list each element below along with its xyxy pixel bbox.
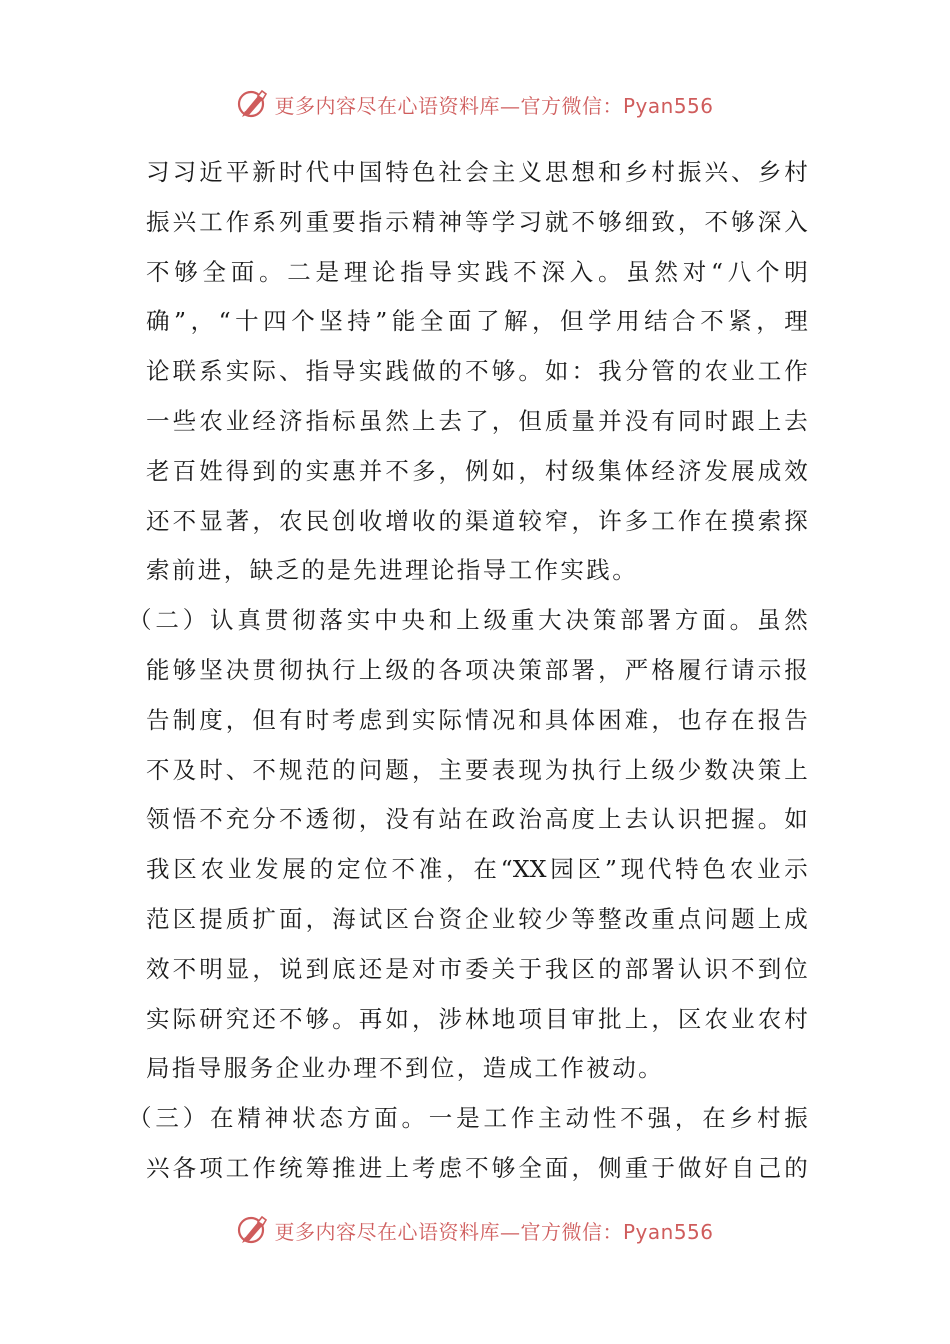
section-heading-line: （二）认真贯彻落实中央和上级重大决策部署方面。虽然 bbox=[128, 606, 808, 635]
pen-nib-logo-icon bbox=[236, 87, 270, 121]
section-heading-line: （三）在精神状态方面。一是工作主动性不强，在乡村振 bbox=[128, 1104, 808, 1133]
body-line: 我区农业发展的定位不准，在“XX园区”现代特色农业示 bbox=[146, 855, 808, 884]
footer-banner bbox=[0, 1210, 950, 1250]
header-banner-text bbox=[274, 90, 713, 119]
body-line: 索前进，缺乏的是先进理论指导工作实践。 bbox=[146, 556, 639, 585]
body-line: 确”，“十四个坚持”能全面了解，但学用结合不紧，理 bbox=[146, 307, 808, 336]
body-line: 一些农业经济指标虽然上去了，但质量并没有同时跟上去 bbox=[146, 406, 808, 435]
body-line: 领悟不充分不透彻，没有站在政治高度上去认识把握。如 bbox=[146, 805, 808, 834]
body-line: 老百姓得到的实惠并不多，例如，村级集体经济发展成效 bbox=[146, 456, 808, 485]
footer-banner-label: 更多内容尽在心语资料库—官方微信： bbox=[274, 1219, 623, 1244]
body-line: 不及时、不规范的问题，主要表现为执行上级少数决策上 bbox=[146, 755, 808, 784]
pen-nib-logo-icon bbox=[236, 1213, 270, 1247]
body-line: 振兴工作系列重要指示精神等学习就不够细致，不够深入 bbox=[146, 207, 808, 236]
body-line: 告制度，但有时考虑到实际情况和具体困难，也存在报告 bbox=[146, 705, 808, 734]
header-banner bbox=[0, 84, 950, 124]
body-line: 实际研究还不够。再如，涉林地项目审批上，区农业农村 bbox=[146, 1004, 808, 1033]
body-line: 论联系实际、指导实践做的不够。如：我分管的农业工作 bbox=[146, 357, 808, 386]
body-line: 习习近平新时代中国特色社会主义思想和乡村振兴、乡村 bbox=[146, 158, 808, 186]
body-line: 范区提质扩面，海试区台资企业较少等整改重点问题上成 bbox=[146, 904, 808, 933]
body-line: 局指导服务企业办理不到位，造成工作被动。 bbox=[146, 1054, 664, 1083]
footer-banner-text bbox=[274, 1216, 713, 1245]
body-line: 还不显著，农民创收增收的渠道较窄，许多工作在摸索探 bbox=[146, 506, 808, 535]
footer-wechat-id: Pyan556 bbox=[622, 1219, 714, 1244]
header-wechat-id: Pyan556 bbox=[622, 93, 714, 118]
header-banner-label: 更多内容尽在心语资料库—官方微信： bbox=[274, 93, 623, 118]
body-line: 兴各项工作统筹推进上考虑不够全面，侧重于做好自己的 bbox=[146, 1153, 808, 1182]
body-line: 效不明显，说到底还是对市委关于我区的部署认识不到位 bbox=[146, 954, 808, 983]
body-line: 能够坚决贯彻执行上级的各项决策部署，严格履行请示报 bbox=[146, 655, 808, 684]
body-line: 不够全面。二是理论指导实践不深入。虽然对“八个明 bbox=[146, 257, 808, 286]
document-body bbox=[128, 148, 808, 1194]
